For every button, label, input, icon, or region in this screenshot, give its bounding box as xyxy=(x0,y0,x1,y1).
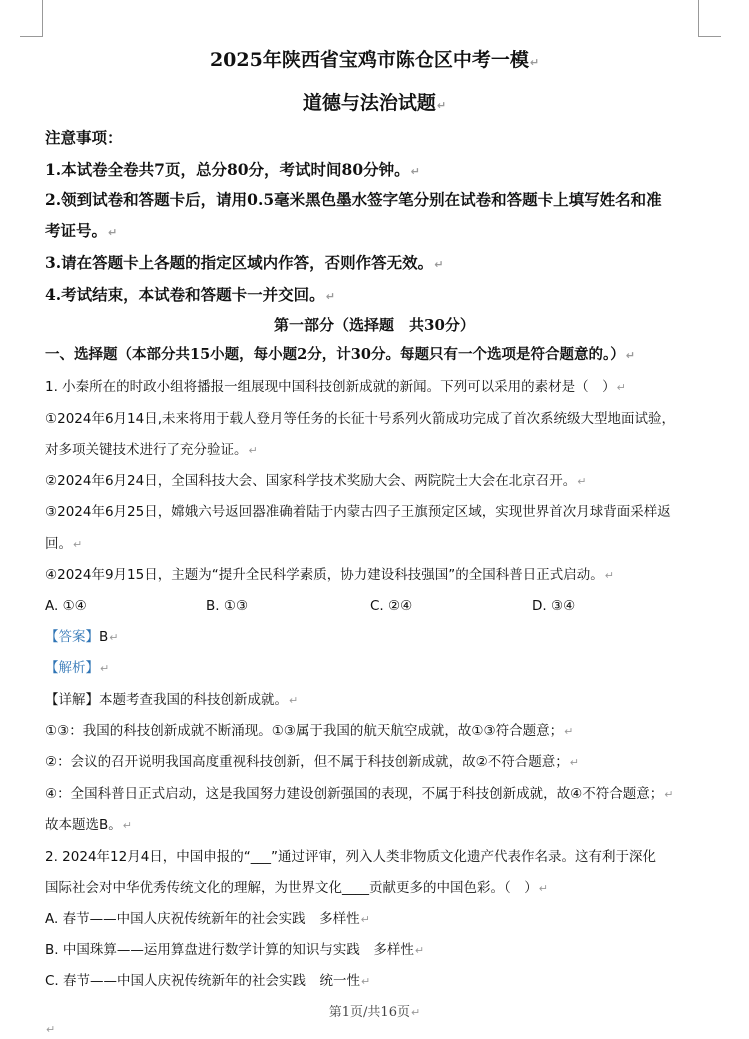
q1-analysis: 【解析】↵ xyxy=(45,660,110,676)
q1-material-1: ①2024年6月14日,未来将用于载人登月等任务的长征十号系列火箭成功完成了首次系统级大型地面试验， xyxy=(45,411,676,427)
q1-material-3-cont: 回。↵ xyxy=(45,536,83,552)
q1-detail-line-2: ②：会议的召开说明我国高度重视科技创新，但不属于科技创新成就，故②不符合题意；↵ xyxy=(45,754,579,770)
notice-item-4: 4.考试结束，本试卷和答题卡一并交回。↵ xyxy=(45,285,335,304)
q1-conclusion: 故本题选B。↵ xyxy=(45,817,132,833)
q1-material-4: ④2024年9月15日，主题为“提升全民科学素质，协力建设科技强国”的全国科普日正式启动。↵ xyxy=(45,567,614,583)
crop-mark-top-right xyxy=(698,0,721,37)
notice-item-2: 2.领到试卷和答题卡后，请用0.5毫米黑色墨水签字笔分别在试卷和答题卡上填写姓名和准 xyxy=(45,190,662,209)
q1-answer: 【答案】B↵ xyxy=(45,629,119,645)
q2-option-a: A. 春节——中国人庆祝传统新年的社会实践 多样性↵ xyxy=(45,911,370,927)
q1-detail: 【详解】本题考查我国的科技创新成就。↵ xyxy=(45,692,299,708)
part-title: 第一部分（选择题 共30分） xyxy=(274,316,475,334)
q1-option-b: B. ①③ xyxy=(206,598,249,614)
q2-stem: 2. 2024年12月4日，中国申报的“___”通过评审，列入人类非物质文化遗产代表作名录。这有利于深化 xyxy=(45,849,657,865)
document-subtitle: 道德与法治试题↵ xyxy=(302,92,447,114)
notice-item-1: 1.本试卷全卷共7页，总分80分，考试时间80分钟。↵ xyxy=(45,160,420,179)
q2-stem-cont: 国际社会对中华优秀传统文化的理解，为世界文化____贡献更多的中国色彩。（ ）↵ xyxy=(45,880,548,896)
q1-option-d: D. ③④ xyxy=(532,598,576,614)
q2-option-b: B. 中国珠算——运用算盘进行数学计算的知识与实践 多样性↵ xyxy=(45,942,425,958)
q1-material-2: ②2024年6月24日，全国科技大会、国家科学技术奖励大会、两院院士大会在北京召开。↵ xyxy=(45,473,587,489)
q1-material-3: ③2024年6月25日，嫦娥六号返回器准确着陆于内蒙古四子王旗预定区域，实现世界首次月球背面采样返 xyxy=(45,504,671,520)
q1-option-a: A. ①④ xyxy=(45,598,87,614)
section-instruction: 一、选择题（本部分共15小题，每小题2分，计30分。每题只有一个选项是符合题意的。）↵ xyxy=(45,346,635,363)
q1-material-1-cont: 对多项关键技术进行了充分验证。↵ xyxy=(45,442,258,458)
q1-stem: 1. 小秦所在的时政小组将播报一组展现中国科技创新成就的新闻。下列可以采用的素材是（ ）↵ xyxy=(45,379,626,395)
page-footer: 第1页/共16页↵ xyxy=(328,1005,421,1020)
q1-detail-line-1: ①③：我国的科技创新成就不断涌现。①③属于我国的航天航空成就，故①③符合题意；↵ xyxy=(45,723,574,739)
q2-option-c: C. 春节——中国人庆祝传统新年的社会实践 统一性↵ xyxy=(45,973,371,989)
notice-item-3: 3.请在答题卡上各题的指定区域内作答，否则作答无效。↵ xyxy=(45,253,444,272)
notice-item-2-cont: 考证号。↵ xyxy=(45,221,118,240)
document-title: 2025年陕西省宝鸡市陈仓区中考一模↵ xyxy=(209,49,540,71)
notice-heading: 注意事项： xyxy=(45,128,123,147)
q1-option-c: C. ②④ xyxy=(370,598,413,614)
q1-detail-line-3: ④：全国科普日正式启动，这是我国努力建设创新强国的表现，不属于科技创新成就，故④不符合题意；↵ xyxy=(45,786,674,802)
end-paragraph-mark: ↵ xyxy=(46,1023,56,1036)
crop-mark-top-left xyxy=(20,0,43,37)
